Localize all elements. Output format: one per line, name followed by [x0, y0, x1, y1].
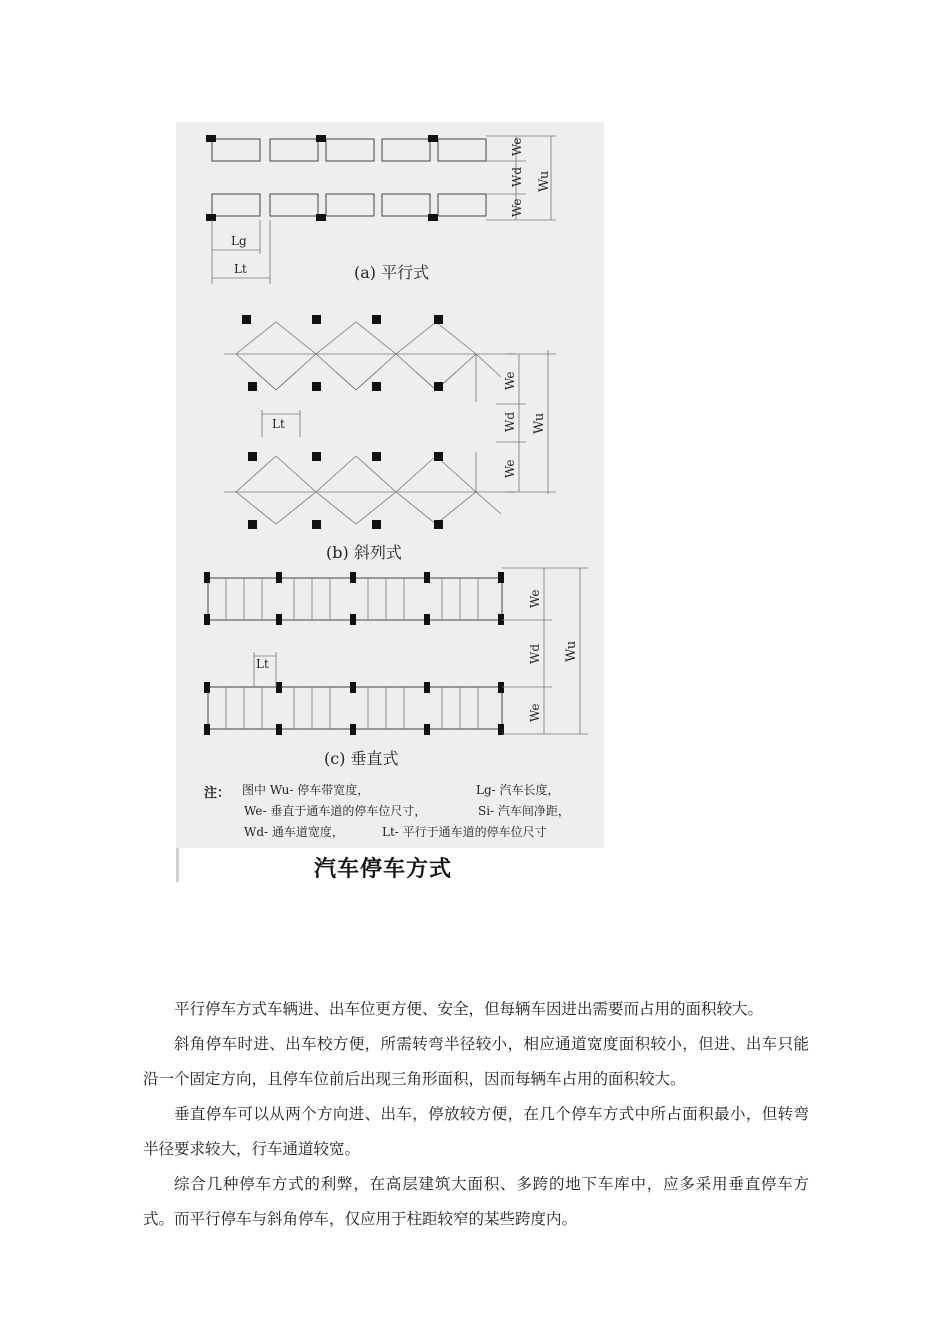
note-lg: Lg- 汽车长度， — [476, 783, 560, 797]
figure-notes — [204, 782, 570, 839]
paragraph-parallel: 平行停车方式车辆进、出车位更方便、安全，但每辆车因进出需要而占用的面积较大。 — [174, 1000, 764, 1018]
caption-divider — [176, 848, 179, 882]
dim-c-wd: Wd — [528, 643, 542, 664]
body-text — [143, 992, 809, 1237]
dim-a-lg: Lg — [231, 234, 247, 248]
dim-c-we2: We — [528, 703, 542, 722]
dim-b-wu: Wu — [532, 412, 547, 434]
note-wd: Wd- 通车道宽度， — [244, 825, 344, 839]
dim-a-wd: Wd — [510, 166, 524, 187]
paragraph-perpendicular: 垂直停车可以从两个方向进、出车，停放较方便，在几个停车方式中所占面积最小，但转弯半径要求较大，行车通道较宽。 — [143, 1105, 809, 1158]
parking-diagram-figure — [176, 122, 604, 882]
parking-diagram — [176, 122, 604, 882]
dim-c-lt: Lt — [256, 657, 269, 671]
caption-b: (b) 斜列式 — [326, 543, 402, 562]
paragraph-summary: 综合几种停车方式的利弊，在高层建筑大面积、多跨的地下车库中，应多采用垂直停车方式。而平行停车与斜角停车，仅应用于柱距较窄的某些跨度内。 — [143, 1175, 809, 1228]
dim-b-we1: We — [503, 371, 517, 390]
dim-c-wu: Wu — [564, 640, 579, 662]
figure-title-strip — [176, 848, 604, 882]
note-si: Si- 汽车间净距， — [478, 804, 570, 818]
note-wu: 图中 Wu- 停车带宽度， — [242, 783, 370, 797]
dim-b-lt: Lt — [272, 417, 285, 431]
dim-b-wd: Wd — [503, 411, 517, 432]
note-lt: Lt- 平行于通车道的停车位尺寸 — [382, 825, 547, 839]
caption-c: (c) 垂直式 — [324, 749, 399, 768]
dim-a-we2: We — [510, 198, 524, 217]
diagram-b-angled — [224, 315, 556, 562]
dim-a-wu: Wu — [537, 170, 552, 192]
dim-a-we1: We — [510, 137, 524, 156]
diagram-a-parallel — [206, 135, 556, 284]
diagram-c-perpendicular — [204, 568, 588, 768]
dim-b-we2: We — [503, 459, 517, 478]
dim-a-lt: Lt — [234, 262, 247, 276]
figure-title: 汽车停车方式 — [314, 857, 453, 882]
notes-prefix: 注： — [204, 786, 231, 801]
caption-a: (a) 平行式 — [354, 263, 430, 282]
paragraph-angled: 斜角停车时进、出车校方便，所需转弯半径较小，相应通道宽度面积较小，但进、出车只能沿一个固定方向，且停车位前后出现三角形面积，因而每辆车占用的面积较大。 — [143, 1035, 809, 1088]
note-we: We- 垂直于通车道的停车位尺寸， — [244, 804, 427, 818]
dim-c-we1: We — [528, 589, 542, 608]
